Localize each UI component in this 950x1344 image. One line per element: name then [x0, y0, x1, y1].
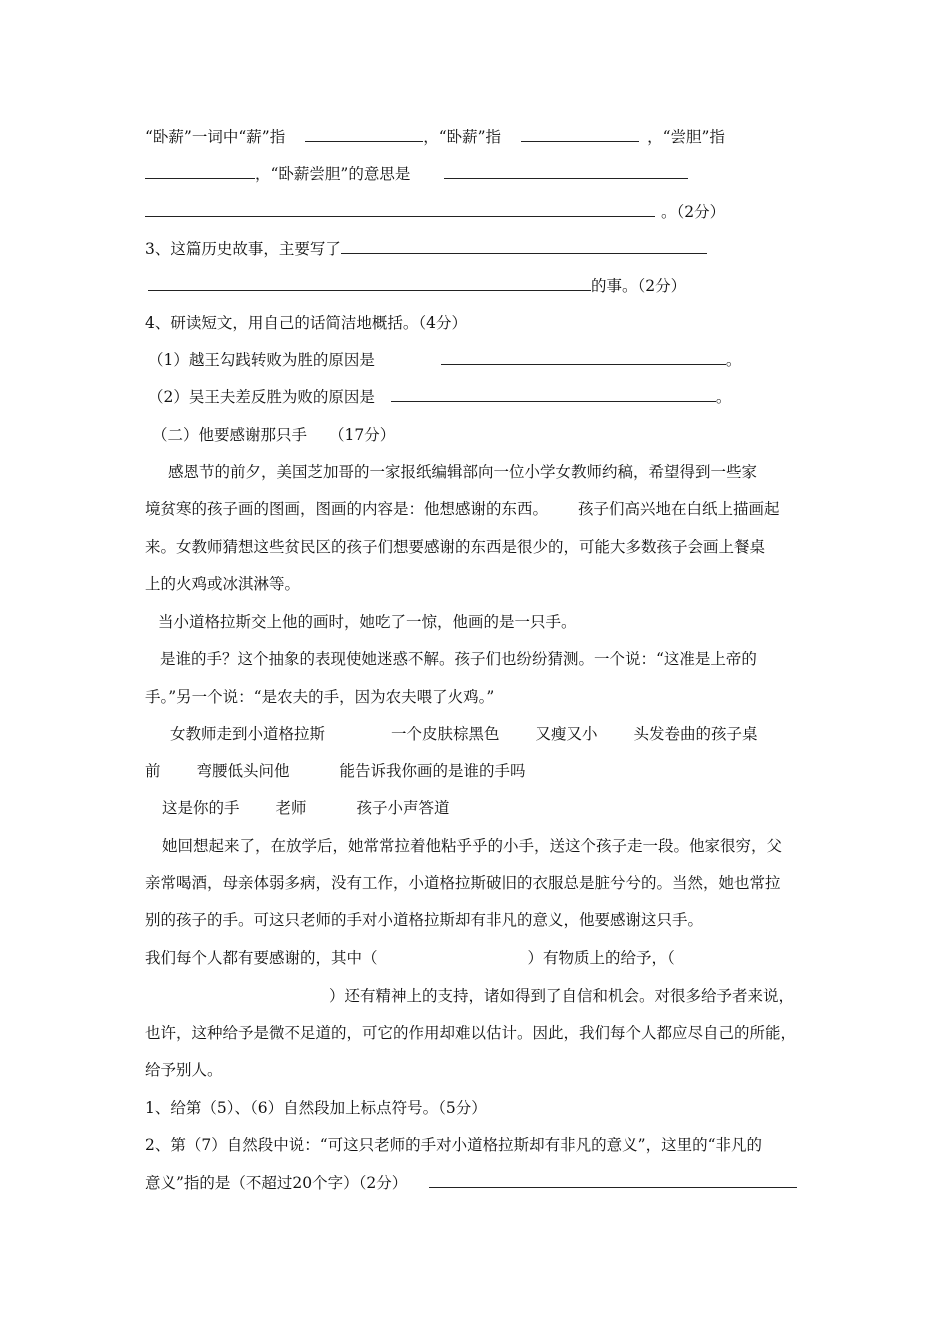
question-1: 1、给第（5）、（6）自然段加上标点符号。（5分）	[145, 1099, 487, 1117]
q2-text-2: ，“卧薪”指	[423, 128, 502, 146]
answer-blank[interactable]	[444, 163, 688, 179]
answer-blank[interactable]	[341, 238, 707, 254]
q2-text-3: ，“尝胆”指	[647, 128, 725, 146]
para7-seg: ）有物质上的给予，（	[527, 949, 675, 967]
para4-seg: 女教师走到小道格拉斯	[170, 725, 326, 743]
q2-line-2	[145, 163, 688, 185]
para6-line-2: 亲常喝酒，母亲体弱多病，没有工作，小道格拉斯破旧的衣服总是脏兮兮的。当然，她也常拉	[145, 874, 781, 892]
para4-seg: 头发卷曲的孩子桌	[633, 725, 758, 743]
q2-line-3	[145, 201, 725, 223]
para7-line-1	[145, 947, 675, 969]
para5-seg: 老师	[275, 799, 307, 817]
answer-blank[interactable]	[429, 1172, 797, 1188]
q2-text-1: “卧薪”一词中“薪”指	[145, 128, 286, 146]
para7-line-2: ）还有精神上的支持，诸如得到了自信和机会。对很多给予者来说，	[329, 987, 795, 1005]
q3-line-1	[145, 238, 707, 260]
section-title-text: （二）他要感谢那只手	[152, 426, 308, 444]
para5-seg: 孩子小声答道	[356, 799, 450, 817]
q2-line-1	[145, 126, 725, 148]
question-2-line-2	[145, 1172, 797, 1194]
answer-blank[interactable]	[145, 163, 255, 179]
question-2-line-1: 2、第（7）自然段中说：“可这只老师的手对小道格拉斯却有非凡的意义”，这里的“非凡的	[145, 1136, 762, 1154]
para4-seg: 又瘦又小	[535, 725, 598, 743]
para1-line-3: 来。女教师猜想这些贫民区的孩子们想要感谢的东西是很少的，可能大多数孩子会画上餐桌	[145, 538, 766, 556]
para4-seg: 弯腰低头问他	[196, 762, 290, 780]
para1-text-a: 境贫寒的孩子画的图画，图画的内容是：他想感谢的东西。	[145, 500, 549, 518]
q4-item-1	[148, 349, 741, 371]
answer-blank[interactable]	[148, 275, 591, 291]
para5-seg: 这是你的手	[162, 799, 240, 817]
q4-item-2	[148, 386, 731, 408]
para3-line-2: 手。”另一个说：“是农夫的手，因为农夫喂了火鸡。”	[145, 688, 495, 706]
q4-title: 4、研读短文，用自己的话简洁地概括。（4分）	[145, 314, 467, 332]
answer-blank[interactable]	[145, 201, 655, 217]
q2-text-4: ，“卧薪尝胆”的意思是	[255, 165, 411, 183]
question-2-text: 意义”指的是（不超过20个字）（2分）	[145, 1174, 408, 1192]
para6-line-1: 她回想起来了，在放学后，她常常拉着他粘乎乎的小手，送这个孩子走一段。他家很穷，父	[162, 837, 783, 855]
para3-line-1: 是谁的手？这个抽象的表现使她迷惑不解。孩子们也纷纷猜测。一个说：“这准是上帝的	[160, 650, 757, 668]
para7-seg: 我们每个人都有要感谢的，其中（	[145, 949, 378, 967]
q4-end: 。	[715, 388, 732, 406]
q4-item-2-text: （2）吴王夫差反胜为败的原因是	[148, 388, 375, 406]
q4-end: 。	[725, 351, 742, 369]
para1-line-2	[145, 498, 780, 520]
section-score: （17分）	[329, 426, 396, 444]
answer-blank[interactable]	[441, 349, 726, 365]
q4-item-1-text: （1）越王勾践转败为胜的原因是	[148, 351, 375, 369]
para4-line-1	[170, 723, 758, 745]
para4-seg: 能告诉我你画的是谁的手吗	[339, 762, 526, 780]
para4-seg: 前	[145, 762, 161, 780]
para7-line-3: 也许，这种给予是微不足道的，可它的作用却难以估计。因此，我们每个人都应尽自己的所能，	[145, 1024, 797, 1042]
answer-blank[interactable]	[305, 126, 423, 142]
para7-line-4: 给予别人。	[145, 1061, 223, 1079]
q3-text: 3、这篇历史故事，主要写了	[145, 240, 341, 258]
para4-line-2	[145, 760, 526, 782]
section-title	[152, 424, 395, 446]
para2: 当小道格拉斯交上他的画时，她吃了一惊，他画的是一只手。	[158, 613, 577, 631]
answer-blank[interactable]	[521, 126, 639, 142]
q2-text-5: 。（2分）	[661, 203, 726, 221]
para4-seg: 一个皮肤棕黑色	[391, 725, 500, 743]
para1-line-1: 感恩节的前夕，美国芝加哥的一家报纸编辑部向一位小学女教师约稿，希望得到一些家	[168, 463, 758, 481]
q3-text-end: 的事。（2分）	[591, 277, 687, 295]
answer-blank[interactable]	[391, 386, 716, 402]
para1-line-4: 上的火鸡或冰淇淋等。	[145, 575, 301, 593]
para1-text-b: 孩子们高兴地在白纸上描画起	[578, 500, 780, 518]
q3-line-2	[148, 275, 686, 297]
para5	[162, 797, 450, 819]
para6-line-3: 别的孩子的手。可这只老师的手对小道格拉斯却有非凡的意义，他要感谢这只手。	[145, 911, 704, 929]
